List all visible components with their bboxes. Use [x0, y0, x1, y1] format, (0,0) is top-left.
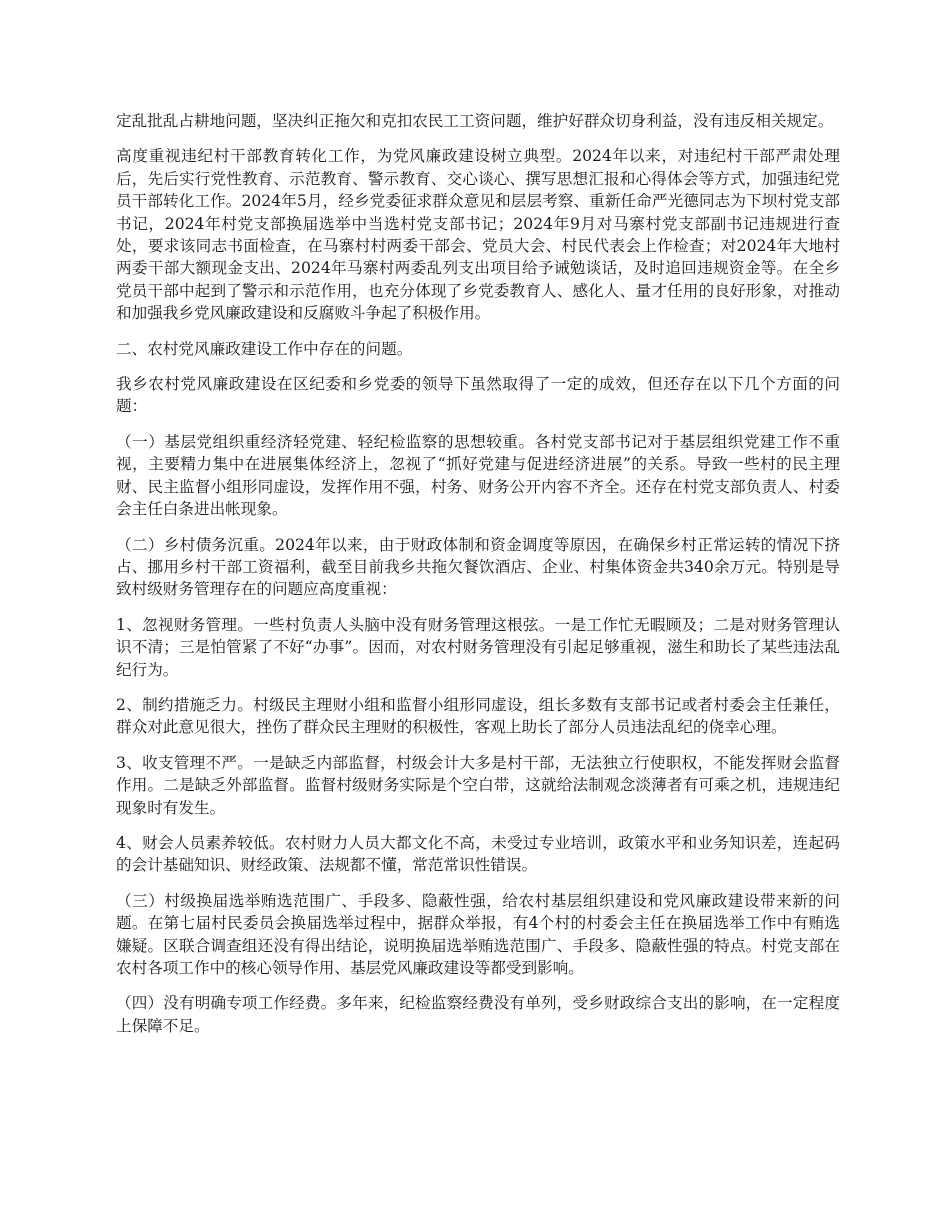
paragraph-item-4: 4、财会人员素养较低。农村财力人员大都文化不高，未受过专业培训，政策水平和业务知识差，连起码的会计基础知识、财经政策、法规都不懂，常范常识性错误。	[116, 833, 840, 875]
paragraph-item-2: 2、制约措施乏力。村级民主理财小组和监督小组形同虚设，组长多数有支部书记或者村委会主任兼任，群众对此意见很大，挫伤了群众民主理财的积极性，客观上助长了部分人员违法乱纪的侥幸心理。	[116, 695, 840, 737]
paragraph-cadre-education: 高度重视违纪村干部教育转化工作，为党风廉政建设树立典型。2024年以来，对违纪村干部严肃处理后，先后实行党性教育、示范教育、警示教育、交心谈心、撰写思想汇报和心得体会等方式，加强违纪党员干部转化工作。2024年5月，经乡党委征求群众意见和层层考察、重新任命严光德同志为下坝村党支部书记，2024年村党支部换届选举中当选村党支部书记；2024年9月对马寨村党支部副书记违规进行查处，要求该同志书面检查，在马寨村村两委干部会、党员大会、村民代表会上作检查；对2024年大地村两委干部大额现金支出、2024年马寨村两委乱列支出项目给予诫勉谈话，及时追回违规资金等。在全乡党员干部中起到了警示和示范作用，也充分体现了乡党委教育人、感化人、量才任用的良好形象，对推动和加强我乡党风廉政建设和反腐败斗争起了积极作用。	[116, 147, 840, 323]
paragraph-problem-3: （三）村级换届选举贿选范围广、手段多、隐蔽性强，给农村基层组织建设和党风廉政建设带来新的问题。在第七届村民委员会换届选举过程中，据群众举报，有4个村的村委会主任在换届选举工作中有贿选嫌疑。区联合调查组还没有得出结论，说明换届选举贿选范围广、手段多、隐蔽性强的特点。村党支部在农村各项工作中的核心领导作用、基层党风廉政建设等都受到影响。	[116, 891, 840, 977]
paragraph-problem-1: （一）基层党组织重经济轻党建、轻纪检监察的思想较重。各村党支部书记对于基层组织党建工作不重视，主要精力集中在进展集体经济上，忽视了“抓好党建与促进经济进展”的关系。导致一些村的民主理财、民主监督小组形同虚设，发挥作用不强，村务、财务公开内容不齐全。还存在村党支部负责人、村委会主任白条进出帐现象。	[116, 432, 840, 519]
paragraph-problem-2: （二）乡村债务沉重。2024年以来，由于财政体制和资金调度等原因，在确保乡村正常运转的情况下挤占、挪用乡村干部工资福利，截至目前我乡共拖欠餐饮酒店、企业、村集体资金共340余万元。特别是导致村级财务管理存在的问题应高度重视：	[116, 535, 840, 599]
paragraph-problem-4: （四）没有明确专项工作经费。多年来，纪检监察经费没有单列，受乡财政综合支出的影响，在一定程度上保障不足。	[116, 994, 840, 1035]
paragraph-land-issue-tail: 定乱批乱占耕地问题，坚决纠正拖欠和克扣农民工工资问题，维护好群众切身利益，没有违反相关规定。	[116, 112, 834, 130]
paragraph-item-3: 3、收支管理不严。一是缺乏内部监督，村级会计大多是村干部，无法独立行使职权，不能发挥财会监督作用。二是缺乏外部监督。监督村级财务实际是个空白带，这就给法制观念淡薄者有可乘之机，违规违纪现象时有发生。	[116, 753, 840, 817]
paragraph-problems-intro: 我乡农村党风廉政建设在区纪委和乡党委的领导下虽然取得了一定的成效，但还存在以下几个方面的问题：	[116, 375, 840, 416]
paragraph-item-1: 1、忽视财务管理。一些村负责人头脑中没有财务管理这根弦。一是工作忙无暇顾及；二是对财务管理认识不清；三是怕管紧了不好“办事”。因而，对农村财务管理没有引起足够重视，滋生和助长了某些违法乱纪行为。	[116, 615, 840, 679]
section-heading-problems: 二、农村党风廉政建设工作中存在的问题。	[116, 339, 413, 358]
